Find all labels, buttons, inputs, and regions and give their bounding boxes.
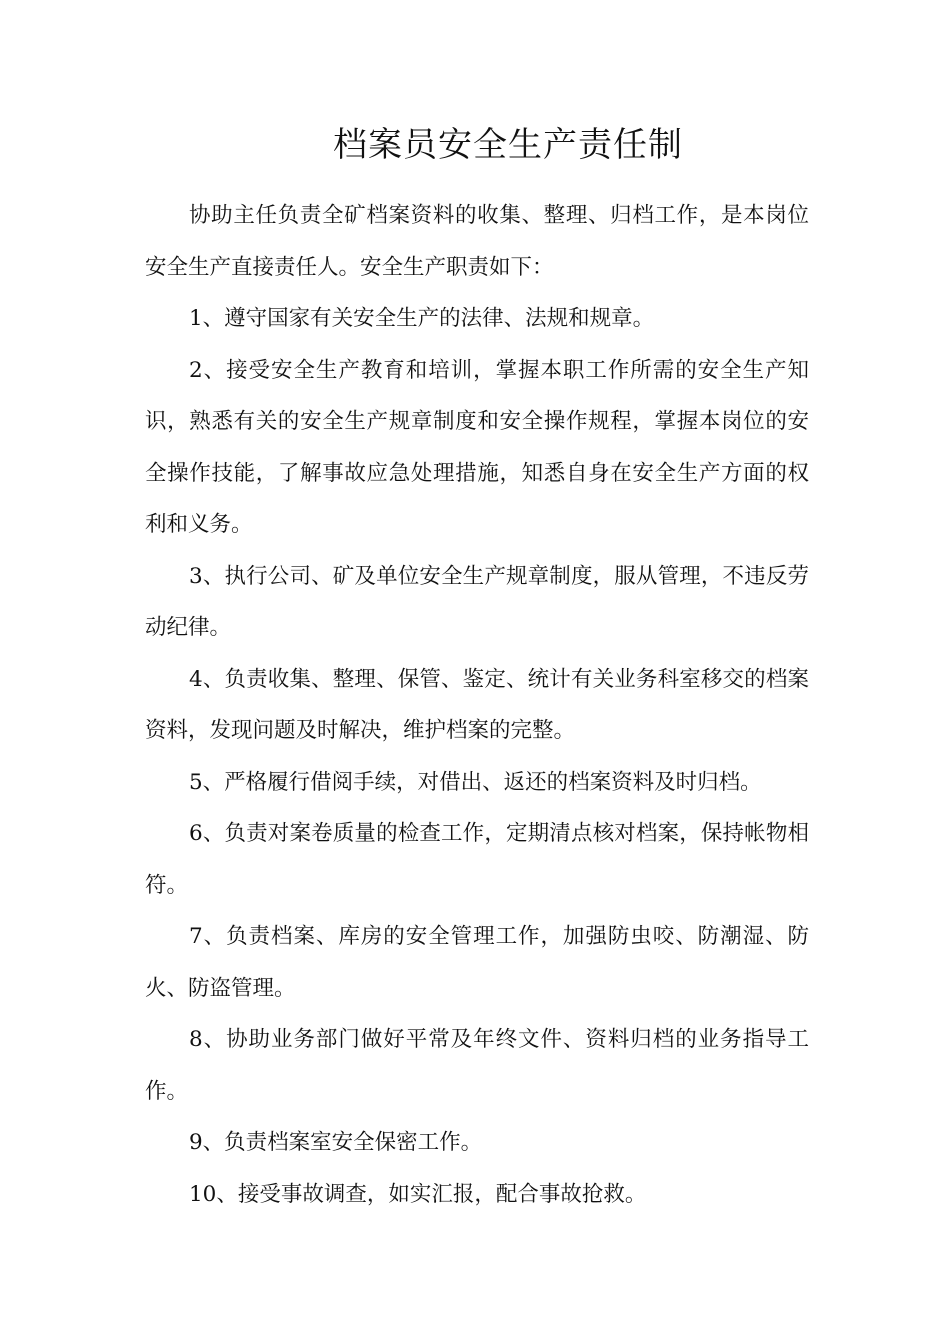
- duty-item-8: 8、协助业务部门做好平常及年终文件、资料归档的业务指导工作。: [145, 1027, 809, 1104]
- document-title: 档案员安全生产责任制: [333, 125, 683, 165]
- duty-item-9: 9、负责档案室安全保密工作。: [189, 1130, 483, 1155]
- duty-item-4: 4、负责收集、整理、保管、鉴定、统计有关业务科室移交的档案资料，发现问题及时解决，维护档案的完整。: [145, 666, 809, 743]
- duty-item-2: 2、接受安全生产教育和培训，掌握本职工作所需的安全生产知识，熟悉有关的安全生产规章制度和安全操作规程，掌握本岗位的安全操作技能，了解事故应急处理措施，知悉自身在安全生产方面的权利和义务。: [145, 357, 809, 537]
- duty-item-10: 10、接受事故调查，如实汇报，配合事故抢救。: [189, 1181, 647, 1207]
- document-body: [145, 190, 809, 1220]
- duty-item-6: 6、负责对案卷质量的检查工作，定期清点核对档案，保持帐物相符。: [145, 821, 809, 898]
- intro-paragraph: 协助主任负责全矿档案资料的收集、整理、归档工作，是本岗位安全生产直接责任人。安全生产职责如下：: [145, 203, 809, 280]
- duty-item-7: 7、负责档案、库房的安全管理工作，加强防虫咬、防潮湿、防火、防盗管理。: [145, 924, 809, 1001]
- duty-item-1: 1、遵守国家有关安全生产的法律、法规和规章。: [189, 306, 655, 331]
- duty-item-5: 5、严格履行借阅手续，对借出、返还的档案资料及时归档。: [189, 769, 762, 795]
- duty-item-3: 3、执行公司、矿及单位安全生产规章制度，服从管理，不违反劳动纪律。: [145, 563, 809, 640]
